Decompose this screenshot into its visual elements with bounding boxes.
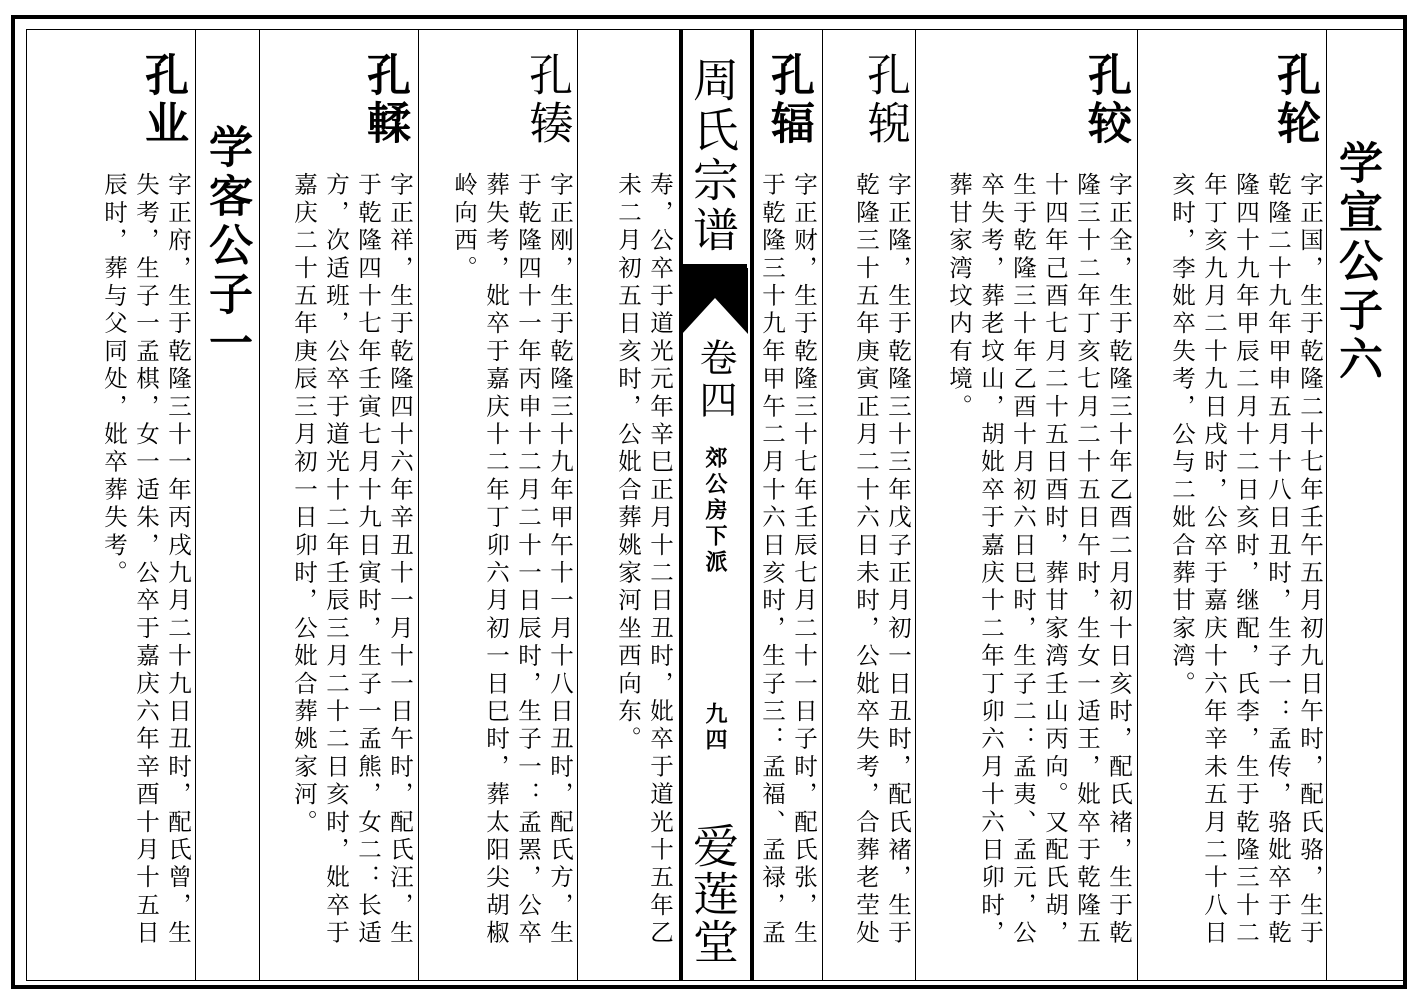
column-divider (259, 29, 260, 981)
column-divider (822, 29, 823, 981)
entry-name: 孔业 (137, 52, 188, 148)
column-divider (1137, 29, 1138, 981)
column-divider (195, 29, 196, 981)
entry-text: 字正全，生于乾隆三十年乙酉二月初十日亥时，配氏褚，生于乾隆三十二年丁亥七月二十五日午时，生女一适王，妣卒于乾隆五十四年己酉七月二十五日酉时，葬甘家湾壬山丙向。又配氏胡，生于乾隆三十年乙酉十月初六日巳时，生子二：孟夷、孟元，公卒失考，葬老坟山，胡妣卒于嘉庆十二年丁卯六月十六日卯时，葬甘家湾坟内有境。 (945, 172, 1133, 948)
generation-title-left: 学客公子一 (201, 124, 252, 369)
page-number: 九四 (702, 702, 728, 754)
center-divider-right (750, 29, 754, 981)
entry-text: 字正隆，生于乾隆三十三年戊子正月初一日丑时，配氏褚，生于乾隆三十五年庚寅正月二十六日未时，公妣卒失考，合葬老茔处 (852, 172, 912, 948)
column-divider (418, 29, 419, 981)
entry-text: 字正府，生于乾隆三十一年丙戌九月二十九日丑时，配氏曾，生失考，生子一孟棋，女一适朱，公卒于嘉庆六年辛酉十月十五日辰时，葬与父同处，妣卒葬失考。 (100, 172, 192, 948)
volume-label: 卷四 (693, 338, 737, 422)
entry-text: 字正财，生于乾隆三十七年壬辰七月二十一日子时，配氏张，生于乾隆三十九年甲午二月十六日亥时，生子三：孟福、孟禄，孟 (758, 172, 818, 948)
column-divider (577, 29, 578, 981)
branch-label: 郊公房下派 (702, 446, 728, 576)
entry-name: 孔輮 (359, 52, 410, 148)
center-divider-left (679, 29, 683, 981)
entry-text: 字正祥，生于乾隆四十六年辛丑十一月十一日午时，配氏汪，生于乾隆四十七年壬寅七月十九日寅时，生子一孟熊，女二：长适方，次适班，公卒于道光十二年壬辰三月二十二日亥时，妣卒于嘉庆二十五年庚辰三月初一日卯时，公妣合葬姚家河。 (290, 172, 414, 948)
continuation-text: 寿，公卒于道光元年辛巳正月十二日丑时，妣卒于道光十五年乙未二月初五日亥时，公妣合葬姚家河坐西向东。 (614, 172, 674, 948)
generation-title-right: 学宣公子六 (1331, 140, 1382, 385)
fishtail-icon (682, 268, 748, 334)
book-title: 周氏宗谱 (686, 56, 740, 256)
entry-name: 孔𫐐 (859, 52, 910, 148)
column-divider (915, 29, 916, 981)
entry-name: 孔辏 (521, 52, 572, 148)
entry-name: 孔轮 (1269, 52, 1320, 148)
entry-name: 孔较 (1080, 52, 1131, 148)
hall-name: 爱莲堂 (686, 822, 740, 966)
entry-name: 孔辐 (763, 52, 814, 148)
column-divider (1326, 29, 1327, 981)
entry-text: 字正国，生于乾隆二十七年壬午五月初九日午时，配氏骆，生于乾隆二十九年甲申五月十八日丑时，生子一：孟传，骆妣卒于乾隆四十九年甲辰二月十二日亥时，继配，氏李，生于乾隆三十二年丁亥九月二十九日戌时，公卒于嘉庆十六年辛未五月二十八日亥时，李妣卒失考，公与二妣合葬甘家湾。 (1168, 172, 1324, 948)
entry-text: 字正刚，生于乾隆三十九年甲午十一月十八日丑时，配氏方，生于乾隆四十一年丙申十二月二十一日辰时，生子一：孟罴，公卒葬失考，妣卒于嘉庆十二年丁卯六月初一日巳时，葬太阳尖胡椒岭向西。 (450, 172, 574, 948)
